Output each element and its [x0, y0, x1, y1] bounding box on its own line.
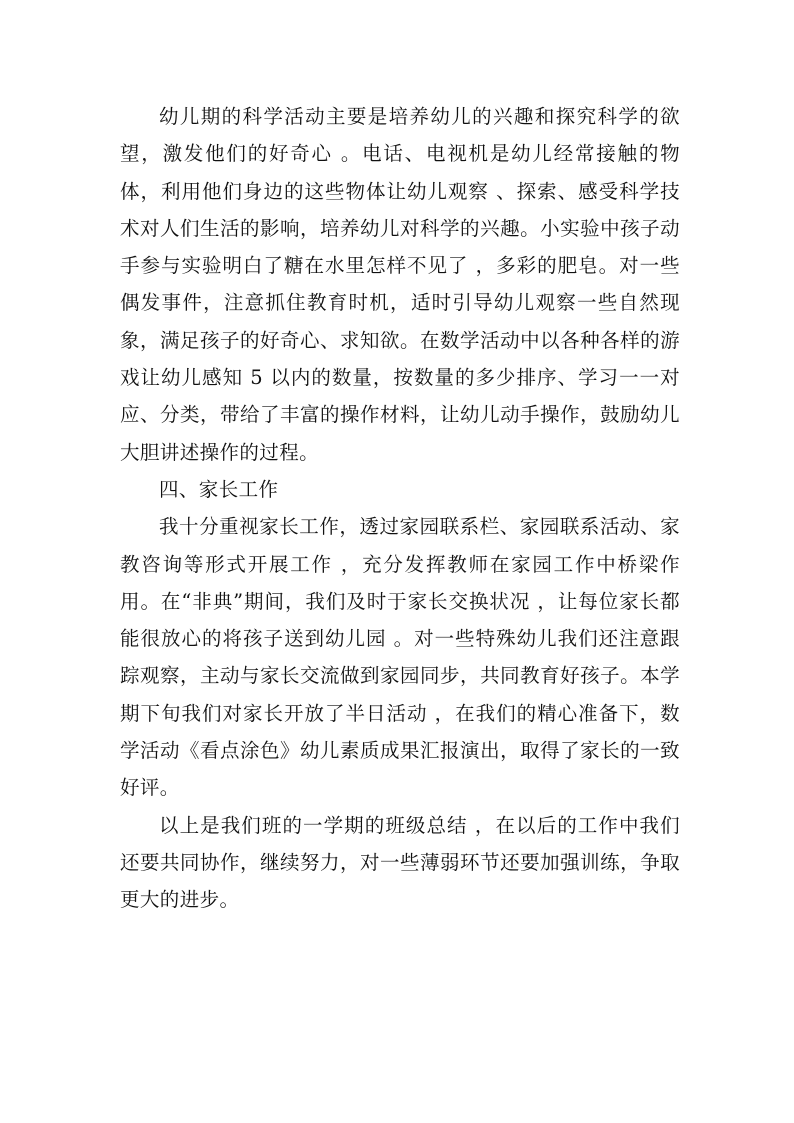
paragraph-conclusion: 以上是我们班的一学期的班级总结 ，在以后的工作中我们还要共同协作，继续努力，对一些薄弱环节还要加强训练，争取更大的进步。: [120, 813, 680, 912]
document-body: [120, 98, 680, 919]
section-heading-parent-work: 四、家长工作: [159, 477, 279, 501]
paragraph-science-activities: 幼儿期的科学活动主要是培养幼儿的兴趣和探究科学的欲望，激发他们的好奇心 。电话、电视机是幼儿经常接触的物体，利用他们身边的这些物体让幼儿观察 、探索、感受科学技术对人们生活的影响，培养幼儿对科学的兴趣。小实验中孩子动手参与实验明白了糖在水里怎样不见了 ，多彩的肥皂。对一些偶发事件，注意抓住教育时机，适时引导幼儿观察一些自然现象，满足孩子的好奇心、求知欲。在数学活动中以各种各样的游戏让幼儿感知 5 以内的数量，按数量的多少排序、学习一一对应、分类，带给了丰富的操作材料，让幼儿动手操作，鼓励幼儿大胆讲述操作的过程。: [120, 105, 680, 464]
paragraph-parent-work: 我十分重视家长工作，透过家园联系栏、家园联系活动、家教咨询等形式开展工作 ，充分发挥教师在家园工作中桥梁作用。在“非典”期间，我们及时于家长交换状况 ，让每位家长都能很放心的将孩子送到幼儿园 。对一些特殊幼儿我们还注意跟踪观察，主动与家长交流做到家园同步，共同教育好孩子。本学期下旬我们对家长开放了半日活动 ，在我们的精心准备下，数学活动《看点涂色》幼儿素质成果汇报演出，取得了家长的一致好评。: [120, 515, 680, 800]
